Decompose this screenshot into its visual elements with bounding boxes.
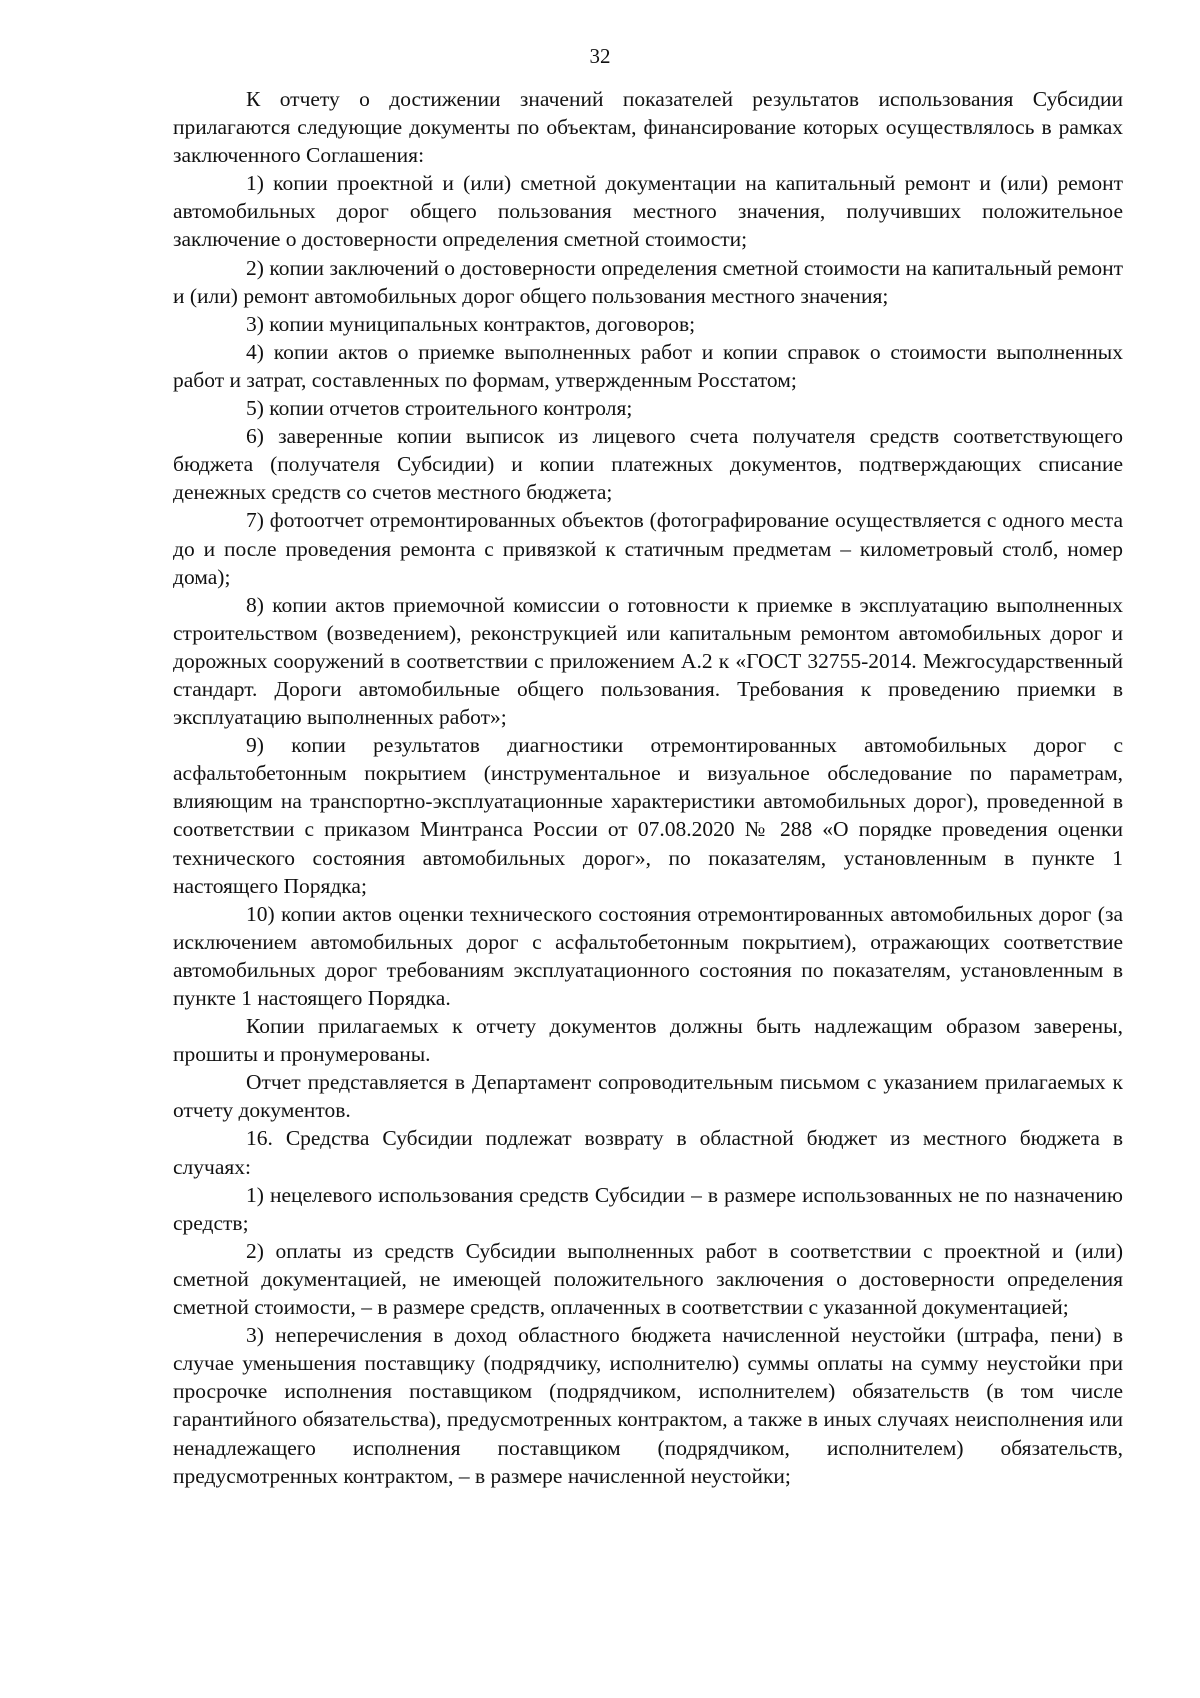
list-item-3-contracts: 3) копии муниципальных контрактов, договоров; (246, 311, 696, 336)
page-number: 32 (589, 44, 611, 68)
list-item-4-acceptance-acts: 4) копии актов о приемке выполненных работ и копии справок о стоимости выполненных работ и затрат, составленных по формам, утвержденным Росстатом; (173, 339, 1123, 392)
refund-case-1-misuse: 1) нецелевого использования средств Субсидии – в размере использованных не по назначению средств; (173, 1182, 1123, 1235)
list-item-1-design-documentation: 1) копии проектной и (или) сметной документации на капитальный ремонт и (или) ремонт автомобильных дорог общего пользования местного значения, получивших положительное заключение о достоверности определения сметной стоимости; (173, 171, 1123, 252)
list-item-6-account-statements: 6) заверенные копии выписок из лицевого счета получателя средств соответствующего бюджета (получателя Субсидии) и копии платежных документов, подтверждающих списание денежных средств со счетов местного бюджета; (173, 424, 1123, 505)
list-item-8-commission-acts: 8) копии актов приемочной комиссии о готовности к приемке в эксплуатацию выполненных строительством (возведением), реконструкцией или капитальным ремонтом автомобильных дорог и дорожных сооружений в соответствии с приложением А.2 к «ГОСТ 32755-2014. Межгосударственный стандарт. Дороги автомобильные общего пользования. Требования к проведению приемки в эксплуатацию выполненных работ»; (173, 592, 1123, 730)
clause-16-refund-cases: 16. Средства Субсидии подлежат возврату в областной бюджет из местного бюджета в случаях: (173, 1126, 1123, 1179)
paragraph-certification-requirements: Копии прилагаемых к отчету документов должны быть надлежащим образом заверены, прошиты и пронумерованы. (173, 1014, 1123, 1067)
paragraph-submission-letter: Отчет представляется в Департамент сопроводительным письмом с указанием прилагаемых к отчету документов. (173, 1070, 1123, 1123)
list-item-10-condition-assessment: 10) копии актов оценки технического состояния отремонтированных автомобильных дорог (за исключением автомобильных дорог с асфальтобетонным покрытием), отражающих соответствие автомобильных дорог требованиям эксплуатационного состояния по показателям, установленным в пункте 1 настоящего Порядка. (173, 901, 1123, 1010)
paragraph-report-attachments-intro: К отчету о достижении значений показателей результатов использования Субсидии прилагаются следующие документы по объектам, финансирование которых осуществлялось в рамках заключенного Соглашения: (173, 87, 1123, 168)
list-item-5-construction-control: 5) копии отчетов строительного контроля; (246, 396, 633, 421)
document-body (173, 85, 1123, 1490)
list-item-9-diagnostics-results: 9) копии результатов диагностики отремонтированных автомобильных дорог с асфальтобетонным покрытием (инструментальное и визуальное обследование по параметрам, влияющим на транспортно-эксплуатационные характеристики автомобильных дорог), проведенной в соответствии с приказом Минтранса России от 07.08.2020 № 288 «О порядке проведения оценки технического состояния автомобильных дорог», по показателям, установленным в пункте 1 настоящего Порядка; (173, 733, 1123, 898)
list-item-7-photo-report: 7) фотоотчет отремонтированных объектов (фотографирование осуществляется с одного места до и после проведения ремонта с привязкой к статичным предметам – километровый столб, номер дома); (173, 508, 1123, 589)
refund-case-3-penalty-nontransfer: 3) неперечисления в доход областного бюджета начисленной неустойки (штрафа, пени) в случае уменьшения поставщику (подрядчику, исполнителю) суммы оплаты на сумму неустойки при просрочке исполнения поставщиком (подрядчиком, исполнителем) обязательств (в том числе гарантийного обязательства), предусмотренных контрактом, а также в иных случаях неисполнения или ненадлежащего исполнения поставщиком (подрядчиком, исполнителем) обязательств, предусмотренных контрактом, – в размере начисленной неустойки; (173, 1323, 1123, 1488)
list-item-2-cost-conclusions: 2) копии заключений о достоверности определения сметной стоимости на капитальный ремонт и (или) ремонт автомобильных дорог общего пользования местного значения; (173, 255, 1123, 308)
refund-case-2-unverified-documentation: 2) оплаты из средств Субсидии выполненных работ в соответствии с проектной и (или) сметной документацией, не имеющей положительного заключения о достоверности определения сметной стоимости, – в размере средств, оплаченных в соответствии с указанной документацией; (173, 1238, 1123, 1320)
